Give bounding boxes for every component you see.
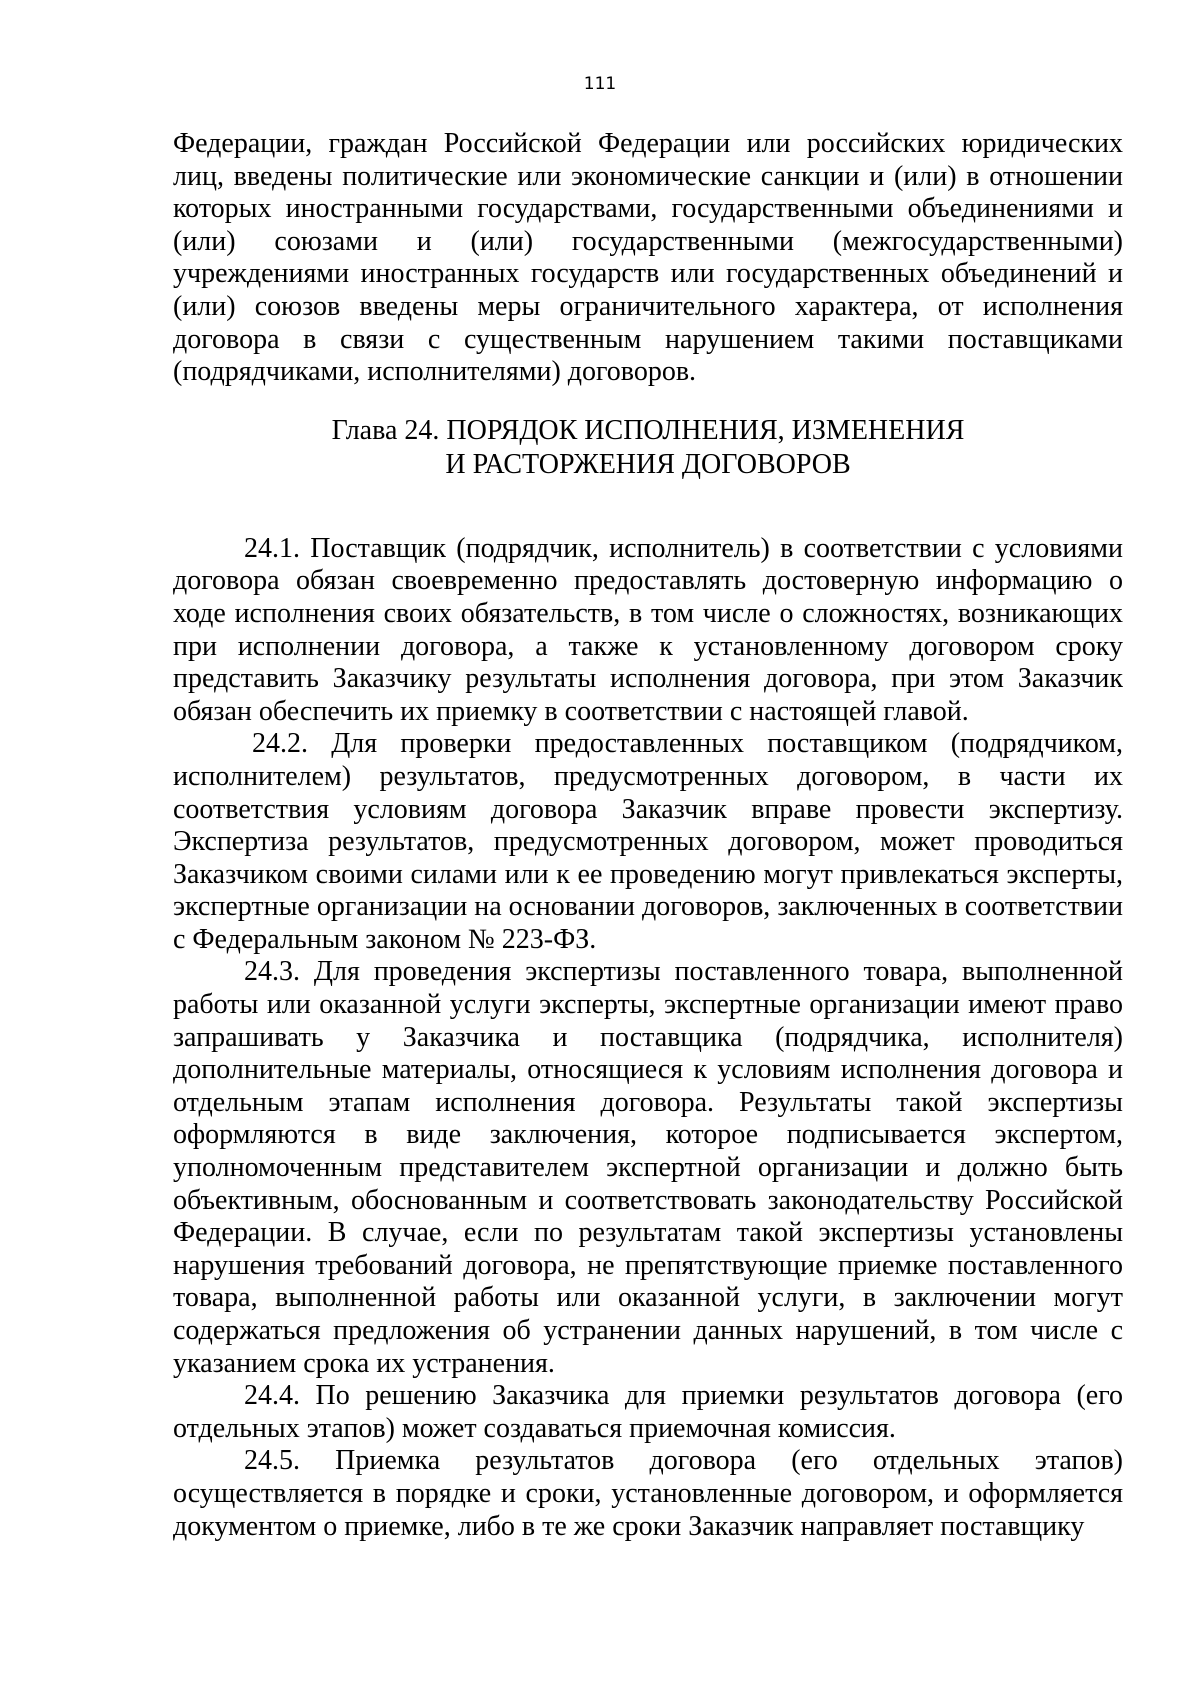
chapter-heading — [173, 414, 1123, 482]
page-content — [173, 128, 1123, 1543]
page-number: 111 — [583, 74, 617, 94]
chapter-heading-line-1: Глава 24. ПОРЯДОК ИСПОЛНЕНИЯ, ИЗМЕНЕНИЯ — [331, 414, 965, 446]
paragraph-24-3: 24.3. Для проведения экспертизы поставленного товара, выполненной работы или оказанной услуги эксперты, экспертные организации имеют право запрашивать у Заказчика и поставщика (подрядчика, исполнителя) дополнительные материалы, относящиеся к условиям исполнения договора и отдельным этапам исполнения договора. Результаты такой экспертизы оформляются в виде заключения, которое подписывается экспертом, уполномоченным представителем экспертной организации и должно быть объективным, обоснованным и соответствовать законодательству Российской Федерации. В случае, если по результатам такой экспертизы установлены нарушения требований договора, не препятствующие приемке поставленного товара, выполненной работы или оказанной услуги, в заключении могут содержаться предложения об устранении данных нарушений, в том числе с указанием срока их устранения. — [173, 956, 1123, 1379]
paragraph-24-5: 24.5. Приемка результатов договора (его отдельных этапов) осуществляется в порядке и сроки, установленные договором, и оформляется документом о приемке, либо в те же сроки Заказчик направляет поставщику — [173, 1445, 1123, 1542]
paragraph-24-4: 24.4. По решению Заказчика для приемки результатов договора (его отдельных этапов) может создаваться приемочная комиссия. — [173, 1380, 1123, 1444]
paragraph-24-1: 24.1. Поставщик (подрядчик, исполнитель) в соответствии с условиями договора обязан своевременно предоставлять достоверную информацию о ходе исполнения своих обязательств, в том числе о сложностях, возникающих при исполнении договора, а также к установленному договором сроку представить Заказчику результаты исполнения договора, при этом Заказчик обязан обеспечить их приемку в соответствии с настоящей главой. — [173, 532, 1123, 727]
paragraph-continuation: Федерации, граждан Российской Федерации или российских юридических лиц, введены политические или экономические санкции и (или) в отношении которых иностранными государствами, государственными объединениями и (или) союзами и (или) государственными (межгосударственными) учреждениями иностранных государств или государственных объединений и (или) союзов введены меры ограничительного характера, от исполнения договора в связи с существенным нарушением такими поставщиками (подрядчиками, исполнителями) договоров. — [173, 128, 1123, 388]
paragraph-24-2: 24.2. Для проверки предоставленных поставщиком (подрядчиком, исполнителем) результатов, предусмотренных договором, в части их соответствия условиям договора Заказчик вправе провести экспертизу. Экспертиза результатов, предусмотренных договором, может проводиться Заказчиком своими силами или к ее проведению могут привлекаться эксперты, экспертные организации на основании договоров, заключенных в соответствии с Федеральным законом № 223-ФЗ. — [173, 728, 1123, 955]
chapter-heading-line-2: И РАСТОРЖЕНИЯ ДОГОВОРОВ — [445, 448, 851, 480]
